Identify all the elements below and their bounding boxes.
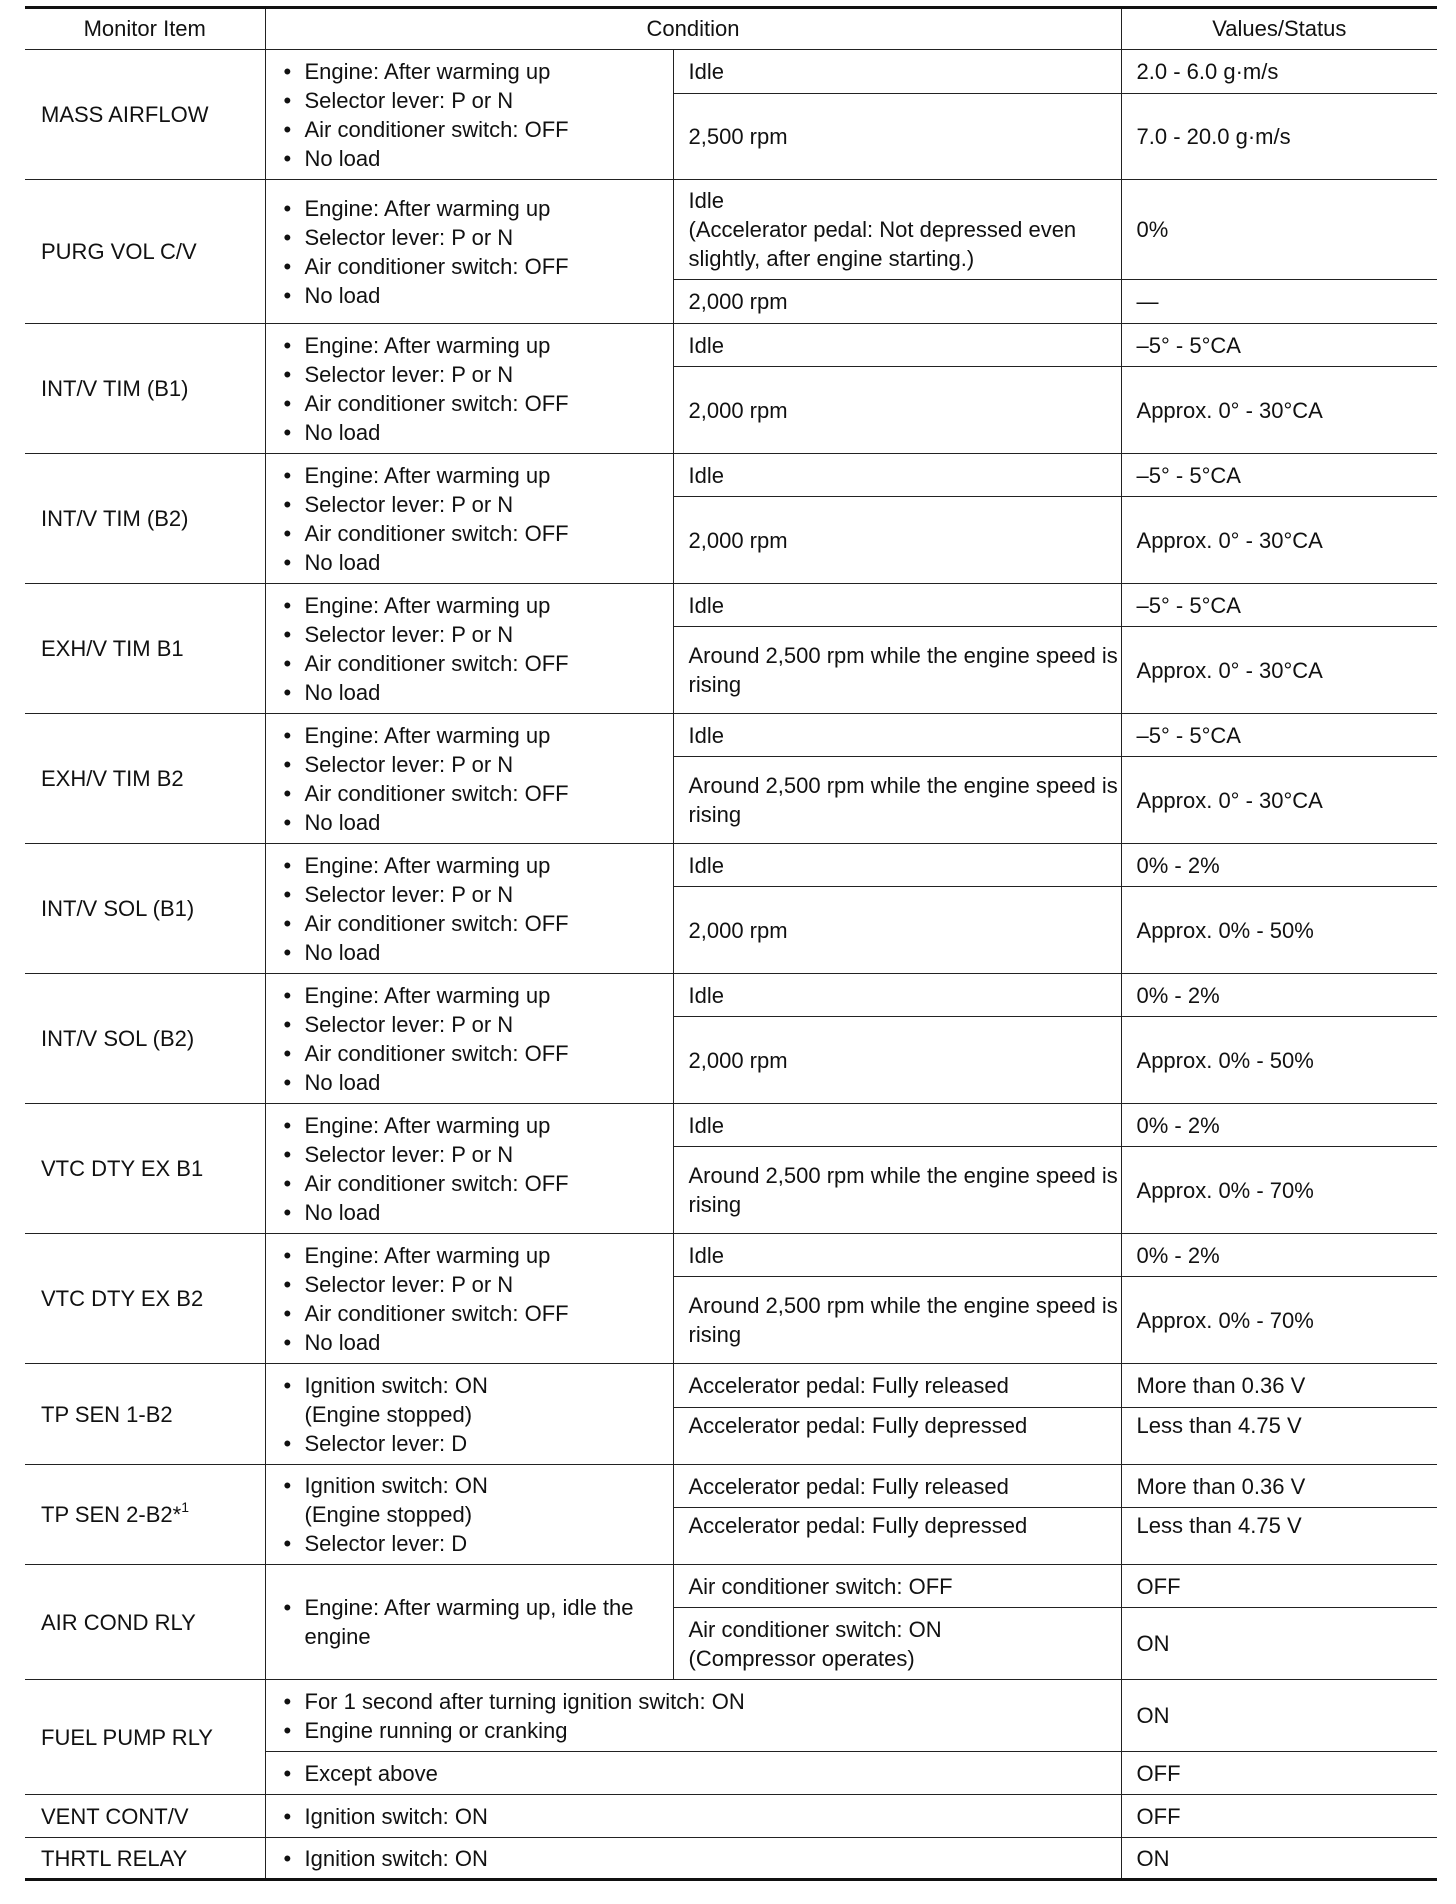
condition-bullet: • Air conditioner switch: OFF (281, 389, 673, 418)
condition-bullet: • Selector lever: P or N (281, 880, 673, 909)
bullet-text: • Ignition switch: ON (304, 1473, 488, 1498)
sub-condition-cell: 2,000 rpm (673, 497, 1121, 584)
monitor-item-cell: INT/V TIM (B2) (25, 454, 265, 584)
sub-condition-cell: Idle (673, 50, 1121, 94)
condition-bullet: • Selector lever: D (281, 1529, 673, 1558)
sub-condition-cell: 2,000 rpm (673, 1017, 1121, 1104)
condition-bullets-cell (265, 584, 673, 714)
condition-bullet: • Engine running or cranking (281, 1716, 1121, 1745)
sub-condition-cell: Idle (673, 844, 1121, 887)
value-cell: Less than 4.75 V (1121, 1408, 1437, 1465)
condition-bullet: • No load (281, 678, 673, 707)
condition-bullets-cell (265, 1752, 1121, 1795)
table-row (25, 974, 1437, 1017)
value-cell: –5° - 5°CA (1121, 324, 1437, 367)
value-cell: 0% - 2% (1121, 1104, 1437, 1147)
condition-bullet: • Selector lever: P or N (281, 1010, 673, 1039)
value-cell: 0% (1121, 180, 1437, 280)
monitor-item-cell: VTC DTY EX B2 (25, 1234, 265, 1364)
value-cell: 7.0 - 20.0 g·m/s (1121, 94, 1437, 180)
header-row (25, 8, 1437, 50)
monitor-item-text: TP SEN 2-B2* (41, 1502, 182, 1527)
condition-bullets-cell (265, 714, 673, 844)
condition-bullet: • Engine: After warming up (281, 721, 673, 750)
value-cell: Less than 4.75 V (1121, 1508, 1437, 1565)
value-cell: Approx. 0% - 70% (1121, 1147, 1437, 1234)
condition-bullets-cell (265, 454, 673, 584)
condition-bullets-cell (265, 1465, 673, 1565)
condition-bullet: • No load (281, 418, 673, 447)
table-row (25, 1465, 1437, 1508)
value-cell: –5° - 5°CA (1121, 714, 1437, 757)
value-cell: ON (1121, 1680, 1437, 1752)
monitor-item-cell (25, 1465, 265, 1565)
monitor-table-container (25, 6, 1437, 1881)
condition-bullet: • Air conditioner switch: OFF (281, 649, 673, 678)
sub-condition-cell: 2,000 rpm (673, 887, 1121, 974)
condition-bullet: • Ignition switch: ON (281, 1802, 1121, 1831)
sub-condition-cell: Air conditioner switch: OFF (673, 1565, 1121, 1608)
sub-condition-text: Air conditioner switch: ON (688, 1616, 942, 1642)
condition-bullet: • Except above (281, 1759, 1121, 1788)
value-cell: ON (1121, 1608, 1437, 1680)
table-row (25, 324, 1437, 367)
condition-bullet: • Selector lever: P or N (281, 1270, 673, 1299)
bullet-note: (Engine stopped) (304, 1502, 473, 1527)
value-cell: Approx. 0% - 50% (1121, 1017, 1437, 1104)
condition-bullet: • Air conditioner switch: OFF (281, 252, 673, 281)
condition-bullet: • Air conditioner switch: OFF (281, 779, 673, 808)
monitor-item-cell: MASS AIRFLOW (25, 50, 265, 180)
condition-bullet: • Air conditioner switch: OFF (281, 1169, 673, 1198)
sub-condition-text: Idle (688, 188, 724, 213)
sub-condition-cell: Accelerator pedal: Fully released (673, 1364, 1121, 1408)
table-row (25, 50, 1437, 94)
table-row (25, 1565, 1437, 1608)
condition-bullets-cell (265, 1795, 1121, 1838)
monitor-item-cell: VENT CONT/V (25, 1795, 265, 1838)
condition-bullet: • For 1 second after turning ignition switch: ON (281, 1687, 1121, 1716)
condition-bullet: • Selector lever: P or N (281, 86, 673, 115)
condition-bullet: • No load (281, 1068, 673, 1097)
monitor-item-cell: VTC DTY EX B1 (25, 1104, 265, 1234)
condition-bullets-cell (265, 844, 673, 974)
table-row (25, 1838, 1437, 1880)
value-cell: ON (1121, 1838, 1437, 1880)
value-cell: Approx. 0° - 30°CA (1121, 367, 1437, 454)
condition-bullet: • Selector lever: P or N (281, 620, 673, 649)
condition-bullets-cell (265, 50, 673, 180)
value-cell: 2.0 - 6.0 g·m/s (1121, 50, 1437, 94)
condition-bullets-cell (265, 1680, 1121, 1752)
condition-bullet: • Selector lever: D (281, 1429, 673, 1458)
monitor-item-cell: PURG VOL C/V (25, 180, 265, 324)
value-cell: Approx. 0° - 30°CA (1121, 757, 1437, 844)
monitor-item-cell: INT/V SOL (B2) (25, 974, 265, 1104)
condition-bullet: • Selector lever: P or N (281, 490, 673, 519)
value-cell: –5° - 5°CA (1121, 584, 1437, 627)
sub-condition-cell: Accelerator pedal: Fully released (673, 1465, 1121, 1508)
condition-bullet: • No load (281, 808, 673, 837)
monitor-item-cell: THRTL RELAY (25, 1838, 265, 1880)
value-cell: OFF (1121, 1795, 1437, 1838)
condition-bullet: • Engine: After warming up (281, 851, 673, 880)
condition-bullet: • Engine: After warming up (281, 1241, 673, 1270)
sub-condition-cell: Idle (673, 974, 1121, 1017)
condition-bullet: • Air conditioner switch: OFF (281, 519, 673, 548)
sub-condition-cell: Idle (673, 454, 1121, 497)
value-cell: More than 0.36 V (1121, 1465, 1437, 1508)
table-row (25, 714, 1437, 757)
sub-condition-cell: Idle (673, 1104, 1121, 1147)
condition-bullet: • Engine: After warming up, idle the engine (281, 1593, 673, 1651)
sub-condition-cell (673, 180, 1121, 280)
condition-bullet: • No load (281, 1328, 673, 1357)
condition-bullet: • No load (281, 938, 673, 967)
header-values-status: Values/Status (1121, 8, 1437, 50)
condition-bullet: • Selector lever: P or N (281, 1140, 673, 1169)
bullet-text: • Ignition switch: ON (304, 1372, 488, 1398)
sub-condition-cell: Idle (673, 584, 1121, 627)
header-monitor-item: Monitor Item (25, 8, 265, 50)
table-row (25, 1104, 1437, 1147)
condition-bullet (281, 1471, 673, 1529)
condition-bullet: • Ignition switch: ON (281, 1844, 1121, 1873)
sub-condition-cell: 2,000 rpm (673, 367, 1121, 454)
monitor-item-cell: INT/V TIM (B1) (25, 324, 265, 454)
monitor-item-cell: FUEL PUMP RLY (25, 1680, 265, 1795)
sub-condition-cell: Around 2,500 rpm while the engine speed is rising (673, 757, 1121, 844)
sub-condition-cell: Around 2,500 rpm while the engine speed is rising (673, 1147, 1121, 1234)
monitor-item-cell: EXH/V TIM B1 (25, 584, 265, 714)
value-cell: 0% - 2% (1121, 1234, 1437, 1277)
table-row (25, 1795, 1437, 1838)
condition-bullets-cell (265, 1838, 1121, 1880)
sub-condition-cell (673, 1608, 1121, 1680)
footnote-marker: 1 (181, 1498, 190, 1515)
sub-condition-cell: Accelerator pedal: Fully depressed (673, 1508, 1121, 1565)
condition-bullet: • Air conditioner switch: OFF (281, 1039, 673, 1068)
monitor-item-cell: INT/V SOL (B1) (25, 844, 265, 974)
condition-bullet: • Engine: After warming up (281, 57, 673, 86)
value-cell: OFF (1121, 1752, 1437, 1795)
table-row (25, 1680, 1437, 1752)
condition-bullet: • Air conditioner switch: OFF (281, 1299, 673, 1328)
condition-bullet: • Engine: After warming up (281, 1111, 673, 1140)
sub-condition-note: (Accelerator pedal: Not depressed even slightly, after engine starting.) (688, 217, 1077, 271)
condition-bullet: • Selector lever: P or N (281, 750, 673, 779)
monitor-item-cell: TP SEN 1-B2 (25, 1364, 265, 1465)
monitor-item-cell: AIR COND RLY (25, 1565, 265, 1680)
condition-bullets-cell (265, 180, 673, 324)
condition-bullets-cell (265, 1234, 673, 1364)
condition-bullet: • Selector lever: P or N (281, 360, 673, 389)
monitor-item-cell: EXH/V TIM B2 (25, 714, 265, 844)
condition-bullet: • Engine: After warming up (281, 461, 673, 490)
condition-bullets-cell (265, 1565, 673, 1680)
condition-bullet: • No load (281, 1198, 673, 1227)
condition-bullets-cell (265, 1364, 673, 1465)
value-cell: More than 0.36 V (1121, 1364, 1437, 1408)
condition-bullet: • Selector lever: P or N (281, 223, 673, 252)
value-cell: 0% - 2% (1121, 844, 1437, 887)
condition-bullet: • No load (281, 548, 673, 577)
value-cell: OFF (1121, 1565, 1437, 1608)
condition-bullet: • Engine: After warming up (281, 194, 673, 223)
value-cell: 0% - 2% (1121, 974, 1437, 1017)
condition-bullet (281, 1371, 673, 1429)
header-condition: Condition (265, 8, 1121, 50)
condition-bullet: • No load (281, 281, 673, 310)
condition-bullet: • Engine: After warming up (281, 981, 673, 1010)
table-row (25, 584, 1437, 627)
sub-condition-cell: Idle (673, 714, 1121, 757)
monitor-item-table (25, 6, 1437, 1881)
bullet-note: (Engine stopped) (304, 1401, 473, 1427)
sub-condition-cell: Around 2,500 rpm while the engine speed is rising (673, 1277, 1121, 1364)
sub-condition-cell: 2,500 rpm (673, 94, 1121, 180)
sub-condition-cell: Idle (673, 324, 1121, 367)
table-row (25, 454, 1437, 497)
condition-bullet: • No load (281, 144, 673, 173)
condition-bullet: • Engine: After warming up (281, 331, 673, 360)
condition-bullet: • Engine: After warming up (281, 591, 673, 620)
condition-bullets-cell (265, 974, 673, 1104)
value-cell: Approx. 0° - 30°CA (1121, 497, 1437, 584)
table-row (25, 180, 1437, 280)
condition-bullets-cell (265, 324, 673, 454)
sub-condition-note: (Compressor operates) (688, 1645, 915, 1671)
value-cell: Approx. 0% - 50% (1121, 887, 1437, 974)
sub-condition-cell: Accelerator pedal: Fully depressed (673, 1408, 1121, 1465)
table-row (25, 1234, 1437, 1277)
sub-condition-cell: Around 2,500 rpm while the engine speed is rising (673, 627, 1121, 714)
table-row (25, 844, 1437, 887)
condition-bullets-cell (265, 1104, 673, 1234)
condition-bullet: • Air conditioner switch: OFF (281, 115, 673, 144)
sub-condition-cell: Idle (673, 1234, 1121, 1277)
value-cell: Approx. 0° - 30°CA (1121, 627, 1437, 714)
table-row (25, 1364, 1437, 1408)
value-cell: –5° - 5°CA (1121, 454, 1437, 497)
value-cell: — (1121, 280, 1437, 324)
sub-condition-cell: 2,000 rpm (673, 280, 1121, 324)
value-cell: Approx. 0% - 70% (1121, 1277, 1437, 1364)
condition-bullet: • Air conditioner switch: OFF (281, 909, 673, 938)
